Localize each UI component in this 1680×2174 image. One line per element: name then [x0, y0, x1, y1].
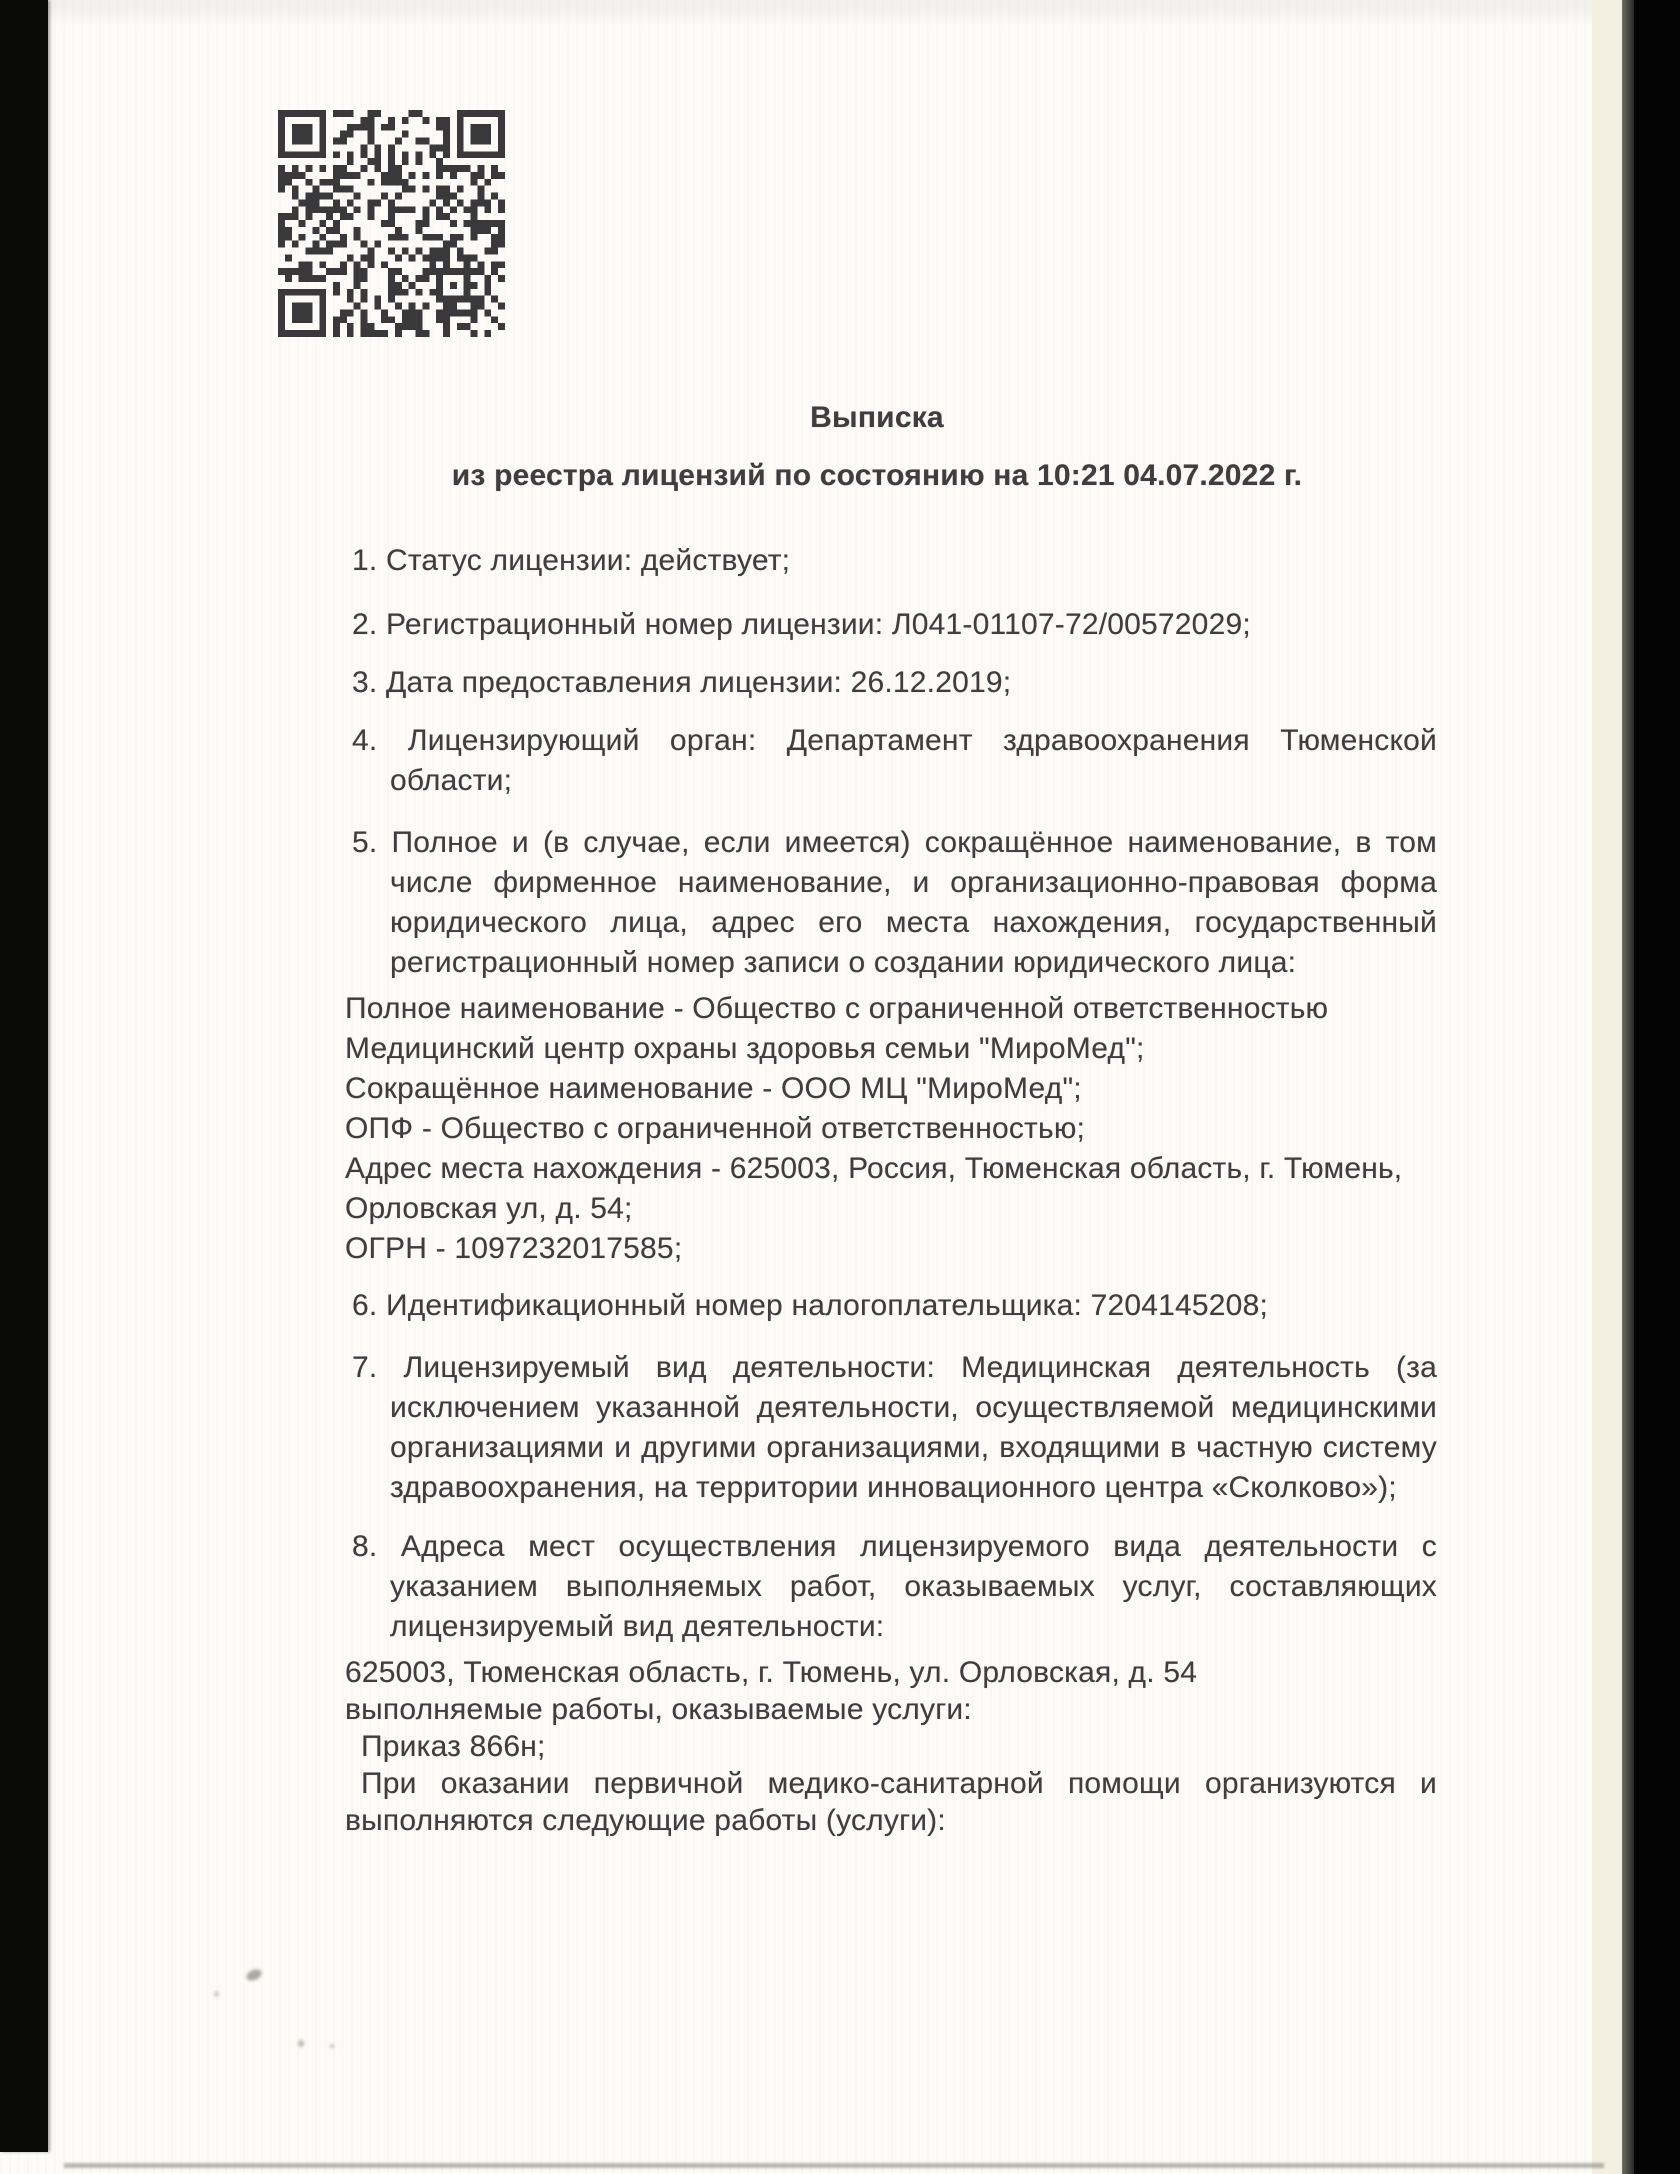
- company-details-paragraph: [345, 989, 1545, 1269]
- text-line: юридического лица, адрес его места нахождения, государственный: [390, 906, 1437, 939]
- scan-smudge: [245, 1967, 264, 1983]
- scanner-edge-bottom: [64, 2163, 1604, 2168]
- page-edge-cream-strip: [1592, 0, 1622, 2174]
- document-title: Выписка: [810, 401, 944, 434]
- text-line: Орловская ул, д. 54;: [345, 1192, 633, 1225]
- text-line: выполняемые работы, оказываемые услуги:: [345, 1693, 972, 1726]
- text-line: Медицинский центр охраны здоровья семьи "МироМед";: [345, 1032, 1145, 1065]
- text-line: ОГРН - 1097232017585;: [345, 1232, 683, 1265]
- text-line: Полное наименование - Общество с ограниченной ответственностью: [345, 992, 1329, 1025]
- text-line: указанием выполняемых работ, оказываемых услуг, составляющих: [390, 1570, 1437, 1603]
- text-line: выполняются следующие работы (услуги):: [345, 1804, 946, 1837]
- licensed-activity-item: [345, 1348, 1437, 1508]
- scan-smudge: [213, 1991, 219, 1997]
- text-line: 6. Идентификационный номер налогоплательщика: 7204145208;: [352, 1289, 1268, 1322]
- text-line: 625003, Тюменская область, г. Тюмень, ул. Орловская, д. 54: [345, 1656, 1198, 1689]
- registration-number-item: [345, 605, 1437, 645]
- document-subtitle: из реестра лицензий по состоянию на 10:21 04.07.2022 г.: [451, 459, 1303, 492]
- page-edge-shadow: [1622, 0, 1634, 2174]
- text-line: лицензируемый вид деятельности:: [390, 1610, 885, 1643]
- text-line: 8. Адреса мест осуществления лицензируемого вида деятельности с: [352, 1530, 1437, 1563]
- text-line: При оказании первичной медико-санитарной помощи организуются и: [361, 1767, 1437, 1800]
- text-line: регистрационный номер записи о создании юридического лица:: [390, 946, 1297, 979]
- address-and-services-paragraph: [345, 1654, 1437, 1839]
- legal-entity-name-item: [345, 823, 1437, 983]
- text-line: исключением указанной деятельности, осуществляемой медицинскими: [390, 1391, 1437, 1424]
- text-line: 1. Статус лицензии: действует;: [352, 544, 791, 577]
- scan-smudge: [298, 2040, 304, 2047]
- taxpayer-number-item: [345, 1286, 1437, 1326]
- qr-code: [278, 110, 505, 337]
- license-status-item: [345, 541, 1437, 581]
- scanner-edge-right: [1634, 0, 1680, 2174]
- text-line: числе фирменное наименование, и организационно-правовая форма: [390, 866, 1437, 899]
- text-line: области;: [390, 764, 513, 797]
- text-line: 4. Лицензирующий орган: Департамент здравоохранения Тюменской: [352, 724, 1437, 757]
- scanner-edge-left: [0, 0, 48, 2152]
- text-line: Приказ 866н;: [361, 1730, 546, 1763]
- license-date-item: [345, 663, 1437, 703]
- text-line: ОПФ - Общество с ограниченной ответственностью;: [345, 1112, 1086, 1145]
- text-line: 5. Полное и (в случае, если имеется) сокращённое наименование, в том: [352, 826, 1437, 859]
- scan-smudge: [330, 2044, 334, 2048]
- text-line: Адрес места нахождения - 625003, Россия, Тюменская область, г. Тюмень,: [345, 1152, 1403, 1185]
- activity-addresses-item: [345, 1527, 1437, 1647]
- text-line: 2. Регистрационный номер лицензии: Л041-01107-72/00572029;: [352, 608, 1251, 641]
- text-line: Сокращённое наименование - ООО МЦ "МироМед";: [345, 1072, 1082, 1105]
- text-line: здравоохранения, на территории инновационного центра «Сколково»);: [390, 1471, 1397, 1504]
- text-line: 7. Лицензируемый вид деятельности: Медицинская деятельность (за: [352, 1351, 1437, 1384]
- licensing-authority-item: [345, 721, 1437, 801]
- text-line: организациями и другими организациями, входящими в частную систему: [390, 1431, 1437, 1464]
- qr-code-image: [278, 110, 505, 337]
- text-line: 3. Дата предоставления лицензии: 26.12.2019;: [352, 666, 1012, 699]
